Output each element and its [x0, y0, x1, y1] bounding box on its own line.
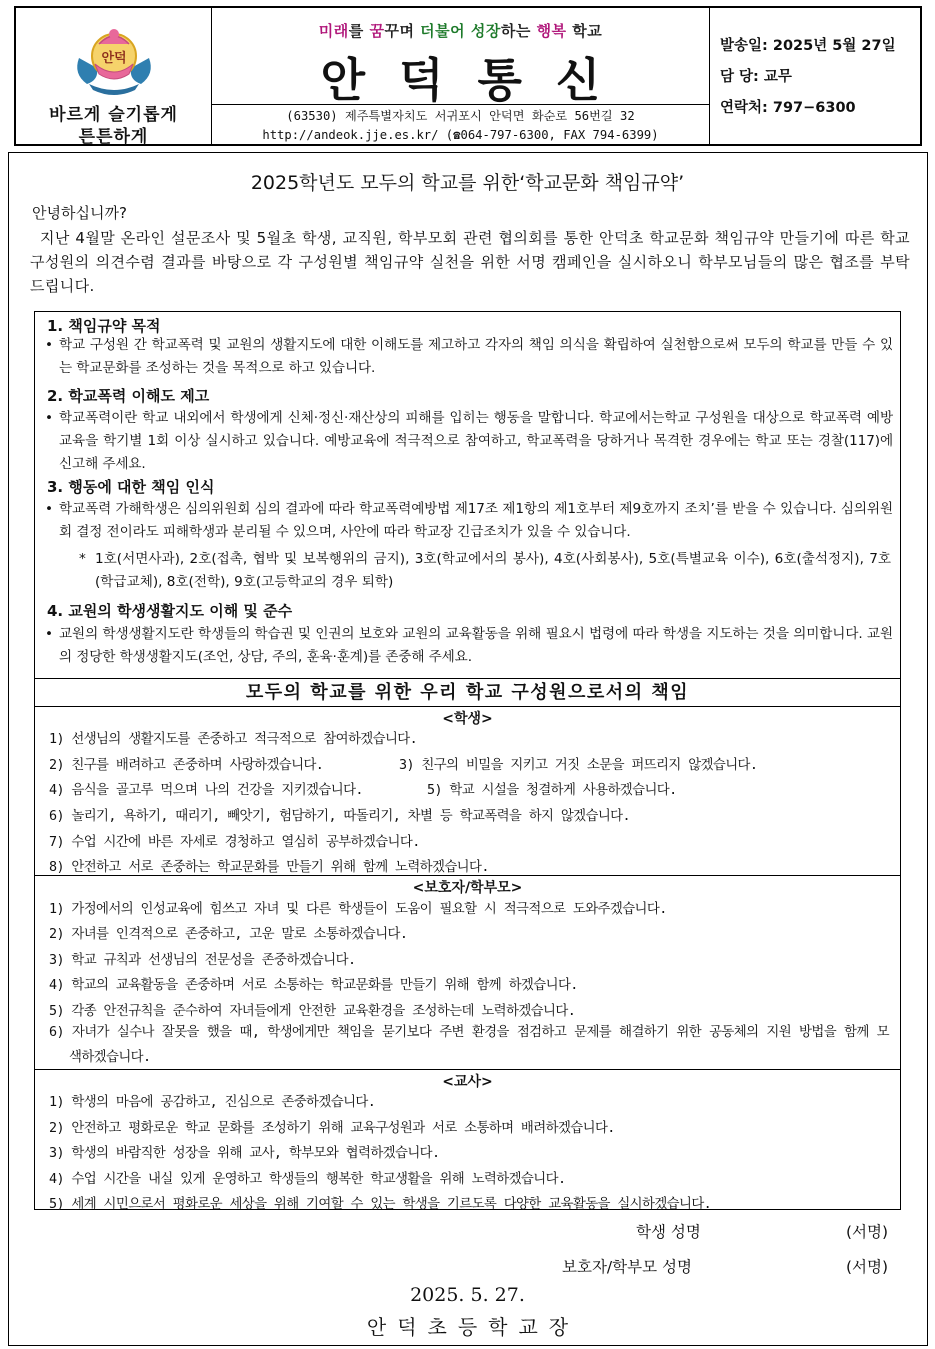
section-bullet [45, 623, 893, 669]
motto-line-1: 바르게 슬기롭게 [49, 105, 178, 125]
bullet-icon: • [45, 337, 53, 353]
slogan-word-future: 미래 [318, 22, 349, 40]
group-divider [35, 1069, 900, 1070]
newsletter-title: 안덕통신 [320, 53, 635, 107]
school-motto [49, 104, 178, 148]
document-title: 2025학년도 모두의 학교를 위한‘학교문화 책임규약’ [250, 172, 685, 194]
teacher-item: 4) 수업 시간을 내실 있게 운영하고 학생들의 행복한 학교생활을 위해 노력하겠습니다. [49, 1172, 566, 1187]
issue-date: 발송일: 2025년 5월 27일 [720, 38, 896, 54]
bullet-icon: • [45, 501, 53, 517]
school-logo [69, 24, 159, 96]
section-heading: 3. 행동에 대한 책임 인식 [47, 478, 215, 496]
slogan-word-growth: 성장 [470, 22, 501, 40]
teacher-item: 2) 안전하고 평화로운 학교 문화를 조성하기 위해 교육구성원과 서로 소통하며 배려하겠습니다. [49, 1121, 615, 1136]
asterisk-icon: * [79, 551, 86, 567]
policy-sections-box [34, 311, 901, 679]
note-text: 1호(서면사과), 2호(접촉, 협박 및 보복행위의 금지), 3호(학교에서의 봉사), 4호(사회봉사), 5호(특별교육 이수), 6호(출석정지), 7호(학급교체), 8호(전학), 9호(고등학교의 경우 퇴학) [95, 551, 891, 590]
section-bullet [45, 334, 893, 380]
header-center-panel [212, 8, 710, 144]
student-item: 7) 수업 시간에 바른 자세로 경청하고 열심히 공부하겠습니다. [49, 835, 420, 850]
parent-item: 6) 자녀가 실수나 잘못을 했을 때, 학생에게만 책임을 묻기보다 주변 환경을 점검하고 문제를 해결하기 위한 공동체의 지원 방법을 함께 모색하겠습니다. [49, 1025, 889, 1065]
teacher-item: 5) 세계 시민으로서 평화로운 세상을 위해 기여할 수 있는 학생을 기르도록 다양한 교육활동을 실시하겠습니다. [49, 1197, 712, 1212]
slogan-part: 를 [348, 22, 370, 40]
section-heading: 4. 교원의 학생생활지도 이해 및 준수 [47, 602, 293, 620]
intro-paragraph: 지난 4월말 온라인 설문조사 및 5월초 학생, 교직원, 학부모회 관련 협의회를 통한 안덕초 학교문화 책임규약 만들기에 따른 학교 구성원의 의견수렴 결과를 바탕으로 각 구성원별 책임규약 실천을 위한 서명 캠페인을 실시하오니 학부모님들의 많은 협조를 부탁드립니다. [30, 229, 910, 295]
manager: 담 당: 교무 [720, 69, 792, 85]
student-item: 8) 안전하고 서로 존중하는 학교문화를 만들기 위해 함께 노력하겠습니다. [49, 860, 489, 875]
student-item: 6) 놀리기, 욕하기, 때리기, 빼앗기, 험담하기, 따돌리기, 차별 등 학교폭력을 하지 않겠습니다. [49, 809, 630, 824]
section-bullet [45, 498, 893, 544]
school-principal-name: 안덕초등학교장 [366, 1315, 580, 1339]
parent-signature-label: 보호자/학부모 성명 [562, 1258, 692, 1276]
parent-item: 3) 학교 규칙과 선생님의 전문성을 존중하겠습니다. [49, 953, 356, 968]
section-heading: 1. 책임규약 목적 [47, 317, 161, 335]
slogan-word-together: 더불어 [420, 22, 466, 40]
parent-item: 4) 학교의 교육활동을 존중하며 서로 소통하는 학교문화를 만들기 위해 함께 하겠습니다. [49, 978, 578, 993]
parent-item: 2) 자녀를 인격적으로 존중하고, 고운 말로 소통하겠습니다. [49, 927, 408, 942]
responsibilities-title: 모두의 학교를 위한 우리 학교 구성원으로서의 책임 [35, 679, 900, 707]
school-contact-line[interactable]: http://andeok.jje.es.kr/ (☎064-797-6300, FAX 794-6399) [262, 128, 659, 142]
section-text: 학교폭력 가해학생은 심의위원회 심의 결과에 따라 학교폭력예방법 제17조 제1항의 제1호부터 제9호까지 조치’를 받을 수 있습니다. 심의위원회 결정 전이라도 피해학생과 분리될 수 있으며, 사안에 따라 학교장 긴급조치가 있을 수 있습니다. [59, 501, 893, 540]
svg-text:안덕: 안덕 [100, 51, 127, 66]
parent-item: 5) 각종 안전규칙을 준수하여 자녀들에게 안전한 교육환경을 조성하는데 노력하겠습니다. [49, 1004, 576, 1019]
bullet-icon: • [45, 410, 53, 426]
parent-signature-field[interactable]: (서명) [846, 1258, 889, 1276]
slogan-word-happy: 행복 [536, 22, 567, 40]
student-signature-label: 학생 성명 [636, 1223, 701, 1241]
section-text: 학교폭력이란 학교 내외에서 학생에게 신체·정신·재산상의 피해를 입히는 행동을 말합니다. 학교에서는학교 구성원을 대상으로 학교폭력 예방교육을 학기별 1회 이상 실시하고 있습니다. 예방교육에 적극적으로 참여하고, 학교폭력을 당하거나 목격한 경우에는 학교 또는 경찰(117)에 신고해 주세요. [59, 410, 893, 472]
group-heading-students: <학생> [442, 711, 493, 727]
school-slogan [212, 20, 709, 41]
newsletter-header [14, 6, 922, 146]
school-address-box [212, 104, 709, 146]
group-heading-parents: <보호자/학부모> [412, 880, 523, 896]
document-date: 2025. 5. 27. [410, 1284, 525, 1306]
student-item: 4) 음식을 골고루 먹으며 나의 건강을 지키겠습니다. [49, 783, 363, 798]
school-address: (63530) 제주특별자치도 서귀포시 안덕면 화순로 56번길 32 [286, 109, 635, 123]
group-heading-teachers: <교사> [442, 1074, 493, 1090]
section-note [79, 548, 891, 594]
header-info-panel [710, 8, 920, 144]
motto-line-2: 튼튼하게 [78, 127, 149, 147]
student-item: 2) 친구를 배려하고 존중하며 사랑하겠습니다. [49, 758, 324, 773]
section-heading: 2. 학교폭력 이해도 제고 [47, 387, 210, 405]
slogan-part: 꾸며 [384, 22, 421, 40]
student-item: 1) 선생님의 생활지도를 존중하고 적극적으로 참여하겠습니다. [49, 732, 418, 747]
greeting: 안녕하십니까? [32, 204, 127, 222]
slogan-part: 하는 [500, 22, 537, 40]
student-item: 5) 학교 시설을 청결하게 사용하겠습니다. [427, 783, 677, 798]
student-item: 3) 친구의 비밀을 지키고 거짓 소문을 퍼뜨리지 않겠습니다. [399, 758, 758, 773]
bullet-icon: • [45, 626, 53, 642]
section-text: 교원의 학생생활지도란 학생들의 학습권 및 인권의 보호와 교원의 교육활동을 위해 필요시 법령에 따라 학생을 지도하는 것을 의미합니다. 교원의 정당한 학생생활지도(조언, 상담, 주의, 훈육·훈계)를 존중해 주세요. [59, 626, 893, 665]
slogan-part: 학교 [566, 22, 603, 40]
teacher-item: 3) 학생의 바람직한 성장을 위해 교사, 학부모와 협력하겠습니다. [49, 1146, 440, 1161]
section-text: 학교 구성원 간 학교폭력 및 교원의 생활지도에 대한 이해도를 제고하고 각자의 책임 의식을 확립하여 실천함으로써 모두의 학교를 만들 수 있는 학교문화를 조성하는 것을 목적으로 하고 있습니다. [59, 337, 893, 376]
contact-number: 연락처: 797−6300 [720, 100, 856, 116]
student-signature-field[interactable]: (서명) [846, 1223, 889, 1241]
responsibilities-box [34, 679, 901, 1210]
teacher-item: 1) 학생의 마음에 공감하고, 진심으로 존중하겠습니다. [49, 1095, 376, 1110]
slogan-word-dream: 꿈 [369, 22, 385, 40]
parent-item: 1) 가정에서의 인성교육에 힘쓰고 자녀 및 다른 학생들이 도움이 필요할 시 적극적으로 도와주겠습니다. [49, 902, 667, 917]
section-bullet [45, 407, 893, 476]
group-divider [35, 875, 900, 876]
header-left-panel [16, 8, 212, 147]
